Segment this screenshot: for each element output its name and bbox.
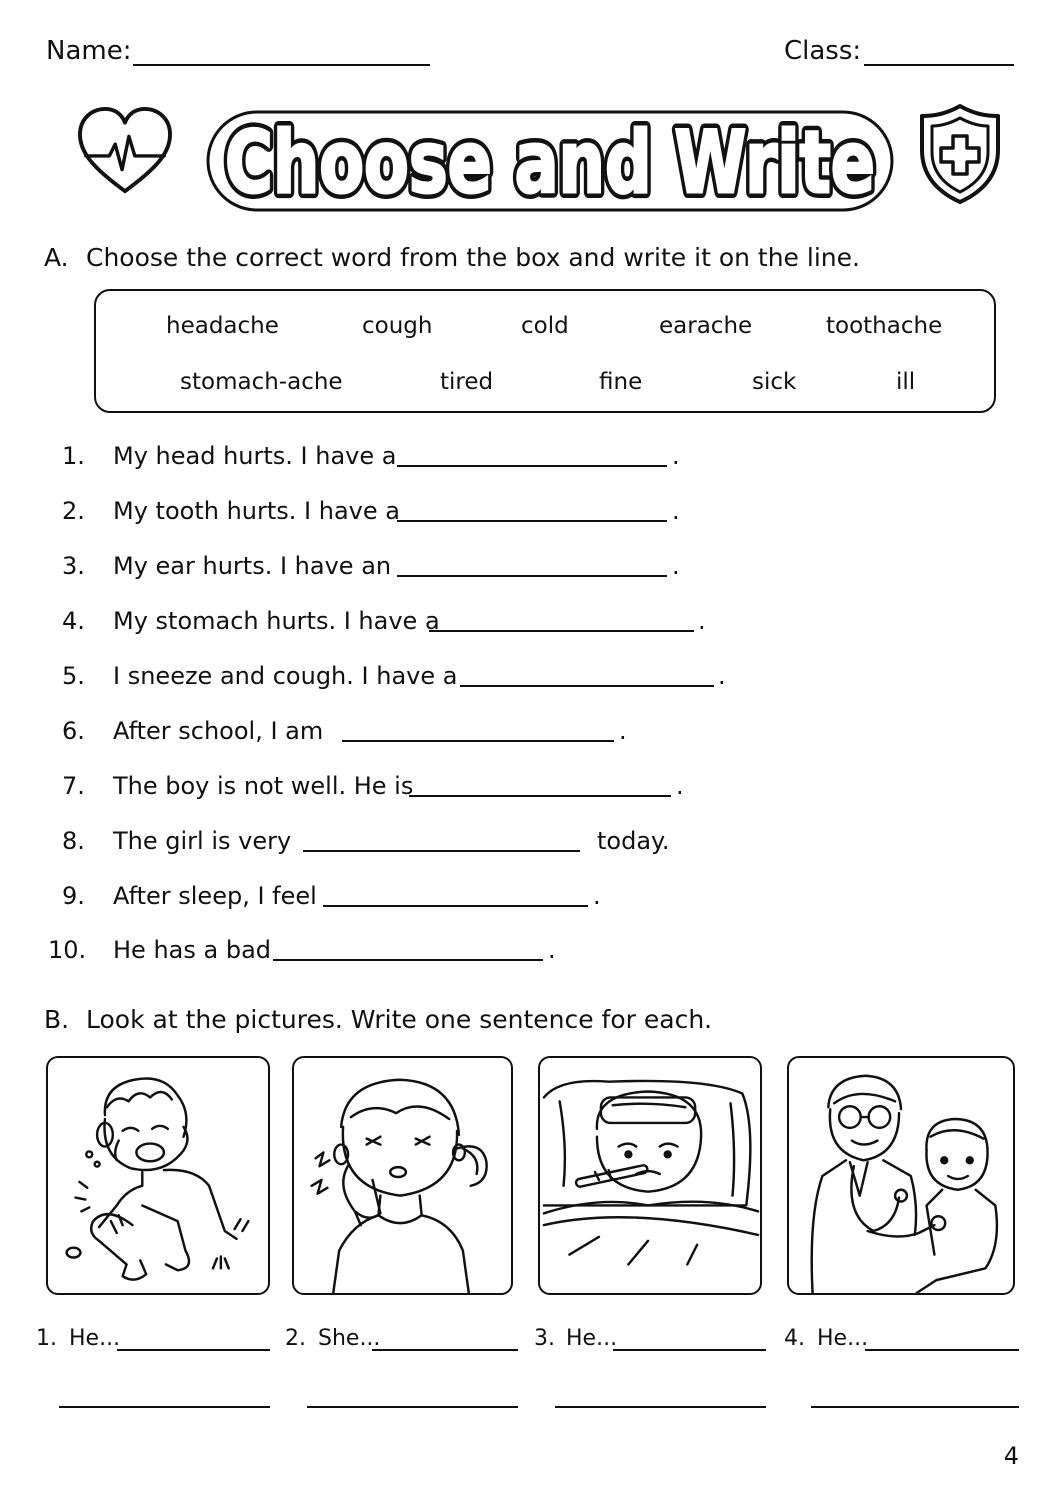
section-a-instruction: Choose the correct word from the box and write it on the line. (86, 243, 860, 272)
question-text: After school, I am (113, 717, 324, 745)
word-item: sick (752, 369, 797, 395)
answer-blank[interactable] (865, 1349, 1019, 1351)
answer-prompt: She... (318, 1326, 381, 1351)
answer-blank[interactable] (429, 630, 694, 632)
word-item: tired (440, 369, 494, 395)
question-number: 7. (62, 772, 85, 800)
answer-blank[interactable] (397, 465, 667, 467)
question-number: 4. (62, 607, 85, 635)
page-number: 4 (1003, 1442, 1019, 1470)
answer-blank[interactable] (555, 1406, 766, 1408)
question-text: My tooth hurts. I have a (113, 497, 400, 525)
answer-blank[interactable] (397, 520, 667, 522)
heart-pulse-icon (76, 105, 174, 199)
question-number: 2. (62, 497, 85, 525)
answer-blank[interactable] (117, 1349, 270, 1351)
question-number: 5. (62, 662, 85, 690)
question-text: I sneeze and cough. I have a (113, 662, 458, 690)
word-item: fine (599, 369, 643, 395)
question-number: 1. (62, 442, 85, 470)
question-ending: . (672, 497, 680, 525)
answer-blank[interactable] (342, 740, 614, 742)
answer-blank[interactable] (303, 850, 580, 852)
answer-blank[interactable] (372, 1349, 518, 1351)
picture-girl-toothache (292, 1056, 513, 1295)
answer-number: 4. (784, 1326, 805, 1351)
section-b-letter: B. (44, 1005, 70, 1034)
answer-number: 2. (285, 1326, 306, 1351)
question-ending: . (593, 882, 601, 910)
answer-blank[interactable] (273, 959, 543, 961)
name-field[interactable] (133, 64, 430, 66)
question-ending: today. (597, 827, 670, 855)
question-text: My ear hurts. I have an (113, 552, 392, 580)
class-field[interactable] (864, 64, 1014, 66)
answer-prompt: He... (817, 1326, 869, 1351)
answer-blank[interactable] (397, 575, 667, 577)
question-ending: . (718, 662, 726, 690)
answer-blank[interactable] (613, 1349, 766, 1351)
word-item: stomach-ache (180, 369, 343, 395)
medical-shield-icon (918, 102, 1002, 206)
question-text: My head hurts. I have a (113, 442, 397, 470)
word-item: headache (166, 313, 279, 339)
answer-blank[interactable] (323, 905, 588, 907)
answer-blank[interactable] (307, 1406, 518, 1408)
answer-number: 3. (534, 1326, 555, 1351)
question-ending: . (698, 607, 706, 635)
question-text: The girl is very (113, 827, 292, 855)
word-item: earache (659, 313, 753, 339)
question-number: 9. (62, 882, 85, 910)
word-item: toothache (826, 313, 943, 339)
answer-prompt: He... (566, 1326, 618, 1351)
title-text: Choose and Write (225, 113, 875, 213)
class-label: Class: (784, 36, 862, 66)
worksheet-title (205, 104, 895, 214)
answer-blank[interactable] (811, 1406, 1019, 1408)
answer-blank[interactable] (59, 1406, 270, 1408)
answer-number: 1. (36, 1326, 57, 1351)
question-ending: . (672, 442, 680, 470)
question-number: 8. (62, 827, 85, 855)
section-a-letter: A. (44, 243, 69, 272)
title-outline: Choose and Write (225, 113, 875, 213)
name-label: Name: (46, 36, 132, 66)
word-box (94, 289, 996, 413)
picture-boy-sick-in-bed (538, 1056, 762, 1295)
question-text: The boy is not well. He is (113, 772, 414, 800)
question-number: 6. (62, 717, 85, 745)
word-item: cough (362, 313, 433, 339)
question-text: After sleep, I feel (113, 882, 317, 910)
question-number: 3. (62, 552, 85, 580)
answer-blank[interactable] (460, 685, 714, 687)
question-text: My stomach hurts. I have a (113, 607, 440, 635)
question-ending: . (672, 552, 680, 580)
question-number: 10. (48, 936, 87, 964)
question-ending: . (676, 772, 684, 800)
answer-prompt: He... (69, 1326, 121, 1351)
question-text: He has a bad (113, 936, 272, 964)
question-ending: . (548, 936, 556, 964)
picture-boy-hurt-knee (46, 1056, 270, 1295)
word-item: ill (896, 369, 916, 395)
word-item: cold (521, 313, 569, 339)
picture-doctor-examining-boy (787, 1056, 1015, 1295)
question-ending: . (619, 717, 627, 745)
answer-blank[interactable] (409, 795, 671, 797)
section-b-instruction: Look at the pictures. Write one sentence for each. (86, 1005, 713, 1034)
